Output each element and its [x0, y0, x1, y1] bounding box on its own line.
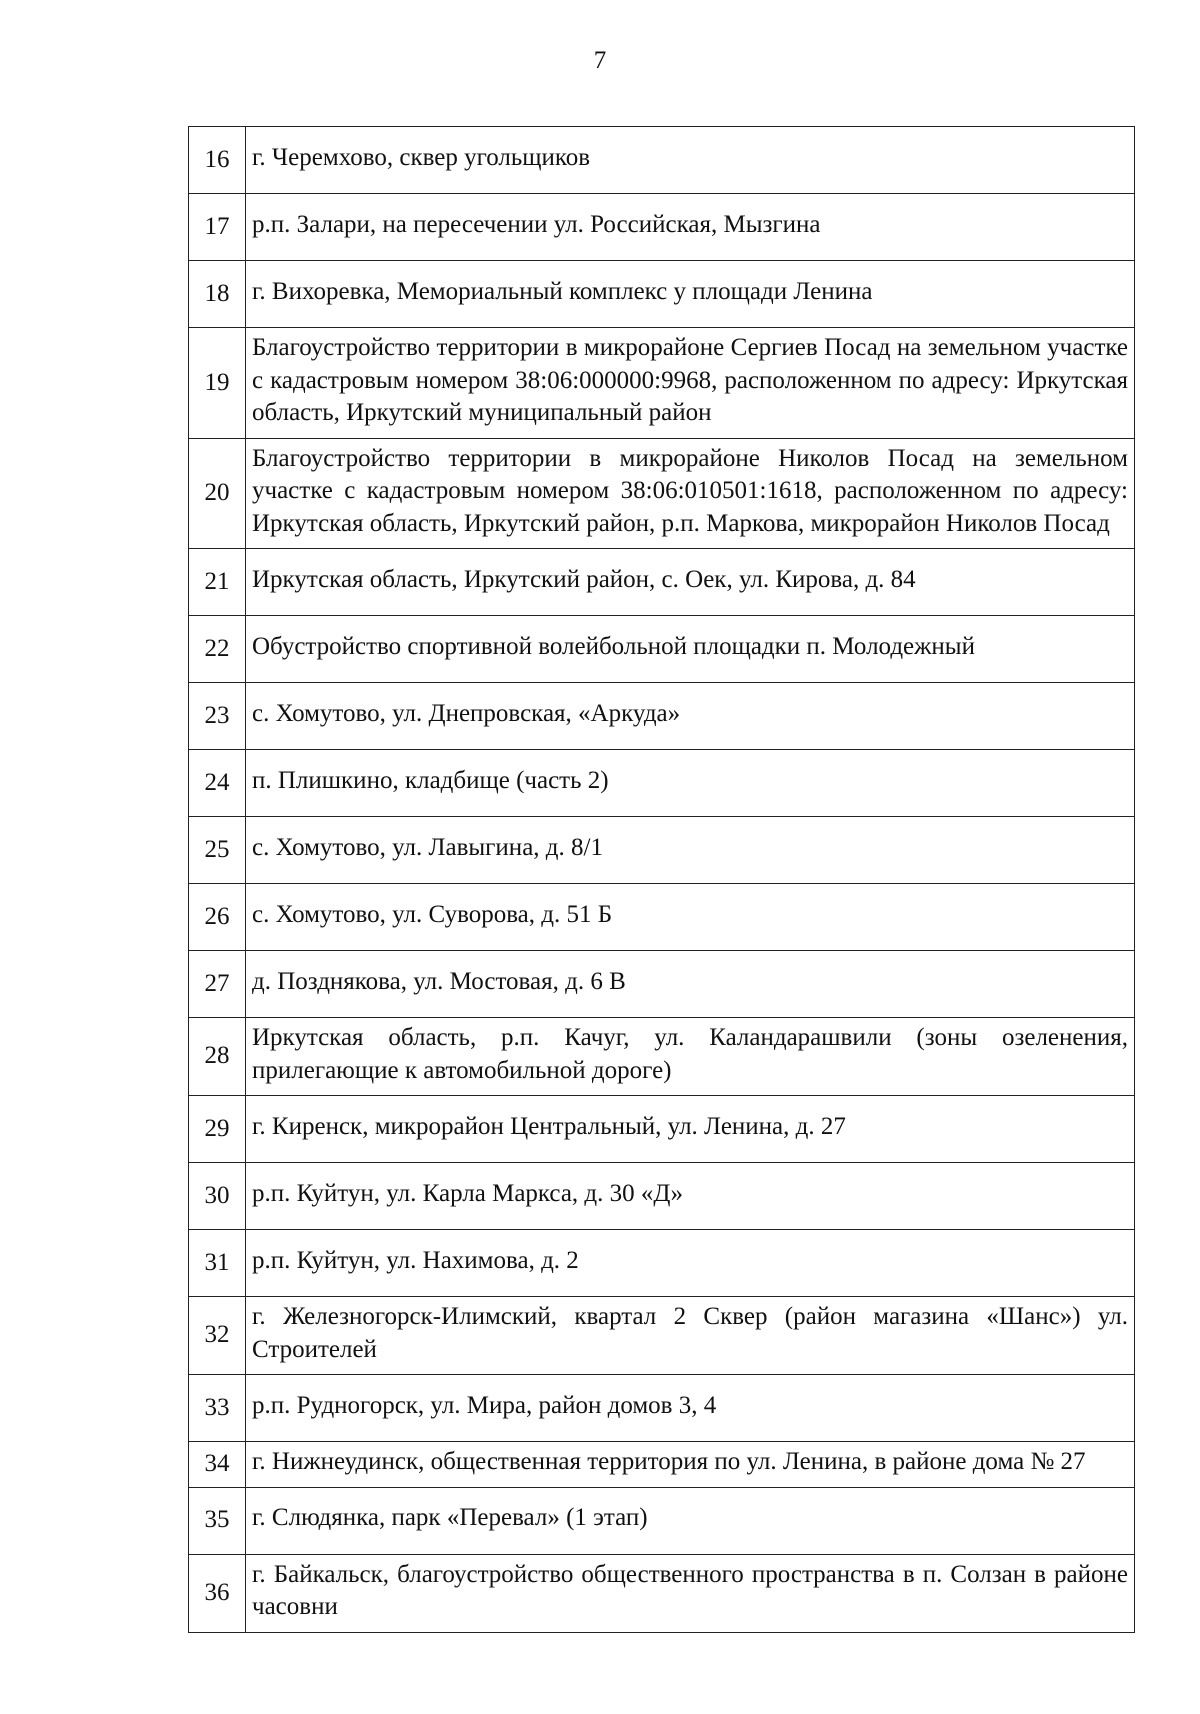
row-text: г. Нижнеудинск, общественная территория по ул. Ленина, в районе дома № 27: [246, 1442, 1135, 1488]
row-text: г. Байкальск, благоустройство общественного пространства в п. Солзан в районе часовни: [246, 1554, 1135, 1632]
row-number: 35: [189, 1487, 246, 1554]
row-text: Благоустройство территории в микрорайоне Сергиев Посад на земельном участке с кадастровым номером 38:06:000000:9968, расположенном по адресу: Иркутская область, Иркутский муниципальный район: [246, 328, 1135, 439]
table-row: [189, 1554, 1135, 1632]
row-number: 21: [189, 549, 246, 616]
row-text: р.п. Рудногорск, ул. Мира, район домов 3, 4: [246, 1375, 1135, 1442]
row-number: 36: [189, 1554, 246, 1632]
table-row: [189, 1487, 1135, 1554]
table-row: [189, 261, 1135, 328]
table-row: [189, 1230, 1135, 1297]
row-text: р.п. Куйтун, ул. Нахимова, д. 2: [246, 1230, 1135, 1297]
row-text: Благоустройство территории в микрорайоне Николов Посад на земельном участке с кадастровым номером 38:06:010501:1618, расположенном по адресу: Иркутская область, Иркутский район, р.п. Маркова, микрорайон Николов Посад: [246, 438, 1135, 549]
row-number: 17: [189, 194, 246, 261]
table-row: [189, 1018, 1135, 1096]
row-text: р.п. Куйтун, ул. Карла Маркса, д. 30 «Д»: [246, 1163, 1135, 1230]
row-number: 22: [189, 616, 246, 683]
table-row: [189, 1375, 1135, 1442]
row-text: г. Черемхово, сквер угольщиков: [246, 127, 1135, 194]
table-row: [189, 328, 1135, 439]
table-row: [189, 884, 1135, 951]
row-number: 28: [189, 1018, 246, 1096]
row-number: 34: [189, 1442, 246, 1488]
row-text: р.п. Залари, на пересечении ул. Российская, Мызгина: [246, 194, 1135, 261]
table-row: [189, 616, 1135, 683]
row-number: 32: [189, 1297, 246, 1375]
row-number: 26: [189, 884, 246, 951]
row-number: 30: [189, 1163, 246, 1230]
row-number: 25: [189, 817, 246, 884]
row-number: 18: [189, 261, 246, 328]
row-number: 29: [189, 1096, 246, 1163]
table-row: [189, 951, 1135, 1018]
table-row: [189, 1096, 1135, 1163]
row-text: г. Киренск, микрорайон Центральный, ул. Ленина, д. 27: [246, 1096, 1135, 1163]
row-text: Иркутская область, р.п. Качуг, ул. Каландарашвили (зоны озеленения, прилегающие к автомобильной дороге): [246, 1018, 1135, 1096]
table-row: [189, 1442, 1135, 1488]
row-number: 20: [189, 438, 246, 549]
table-row: [189, 1163, 1135, 1230]
row-number: 31: [189, 1230, 246, 1297]
row-text: г. Вихоревка, Мемориальный комплекс у площади Ленина: [246, 261, 1135, 328]
row-text: п. Плишкино, кладбище (часть 2): [246, 750, 1135, 817]
row-number: 27: [189, 951, 246, 1018]
locations-table: [188, 126, 1135, 1633]
row-number: 24: [189, 750, 246, 817]
row-number: 16: [189, 127, 246, 194]
table-row: [189, 194, 1135, 261]
row-text: Иркутская область, Иркутский район, с. Оек, ул. Кирова, д. 84: [246, 549, 1135, 616]
row-number: 33: [189, 1375, 246, 1442]
table-row: [189, 817, 1135, 884]
table-row: [189, 127, 1135, 194]
row-text: г. Железногорск-Илимский, квартал 2 Сквер (район магазина «Шанс») ул. Строителей: [246, 1297, 1135, 1375]
table-row: [189, 438, 1135, 549]
table-row: [189, 549, 1135, 616]
row-text: с. Хомутово, ул. Суворова, д. 51 Б: [246, 884, 1135, 951]
row-number: 23: [189, 683, 246, 750]
table-row: [189, 1297, 1135, 1375]
table-row: [189, 750, 1135, 817]
row-text: д. Позднякова, ул. Мостовая, д. 6 В: [246, 951, 1135, 1018]
row-text: г. Слюдянка, парк «Перевал» (1 этап): [246, 1487, 1135, 1554]
row-text: Обустройство спортивной волейбольной площадки п. Молодежный: [246, 616, 1135, 683]
table-row: [189, 683, 1135, 750]
page-number: 7: [593, 47, 607, 74]
row-number: 19: [189, 328, 246, 439]
row-text: с. Хомутово, ул. Лавыгина, д. 8/1: [246, 817, 1135, 884]
row-text: с. Хомутово, ул. Днепровская, «Аркуда»: [246, 683, 1135, 750]
